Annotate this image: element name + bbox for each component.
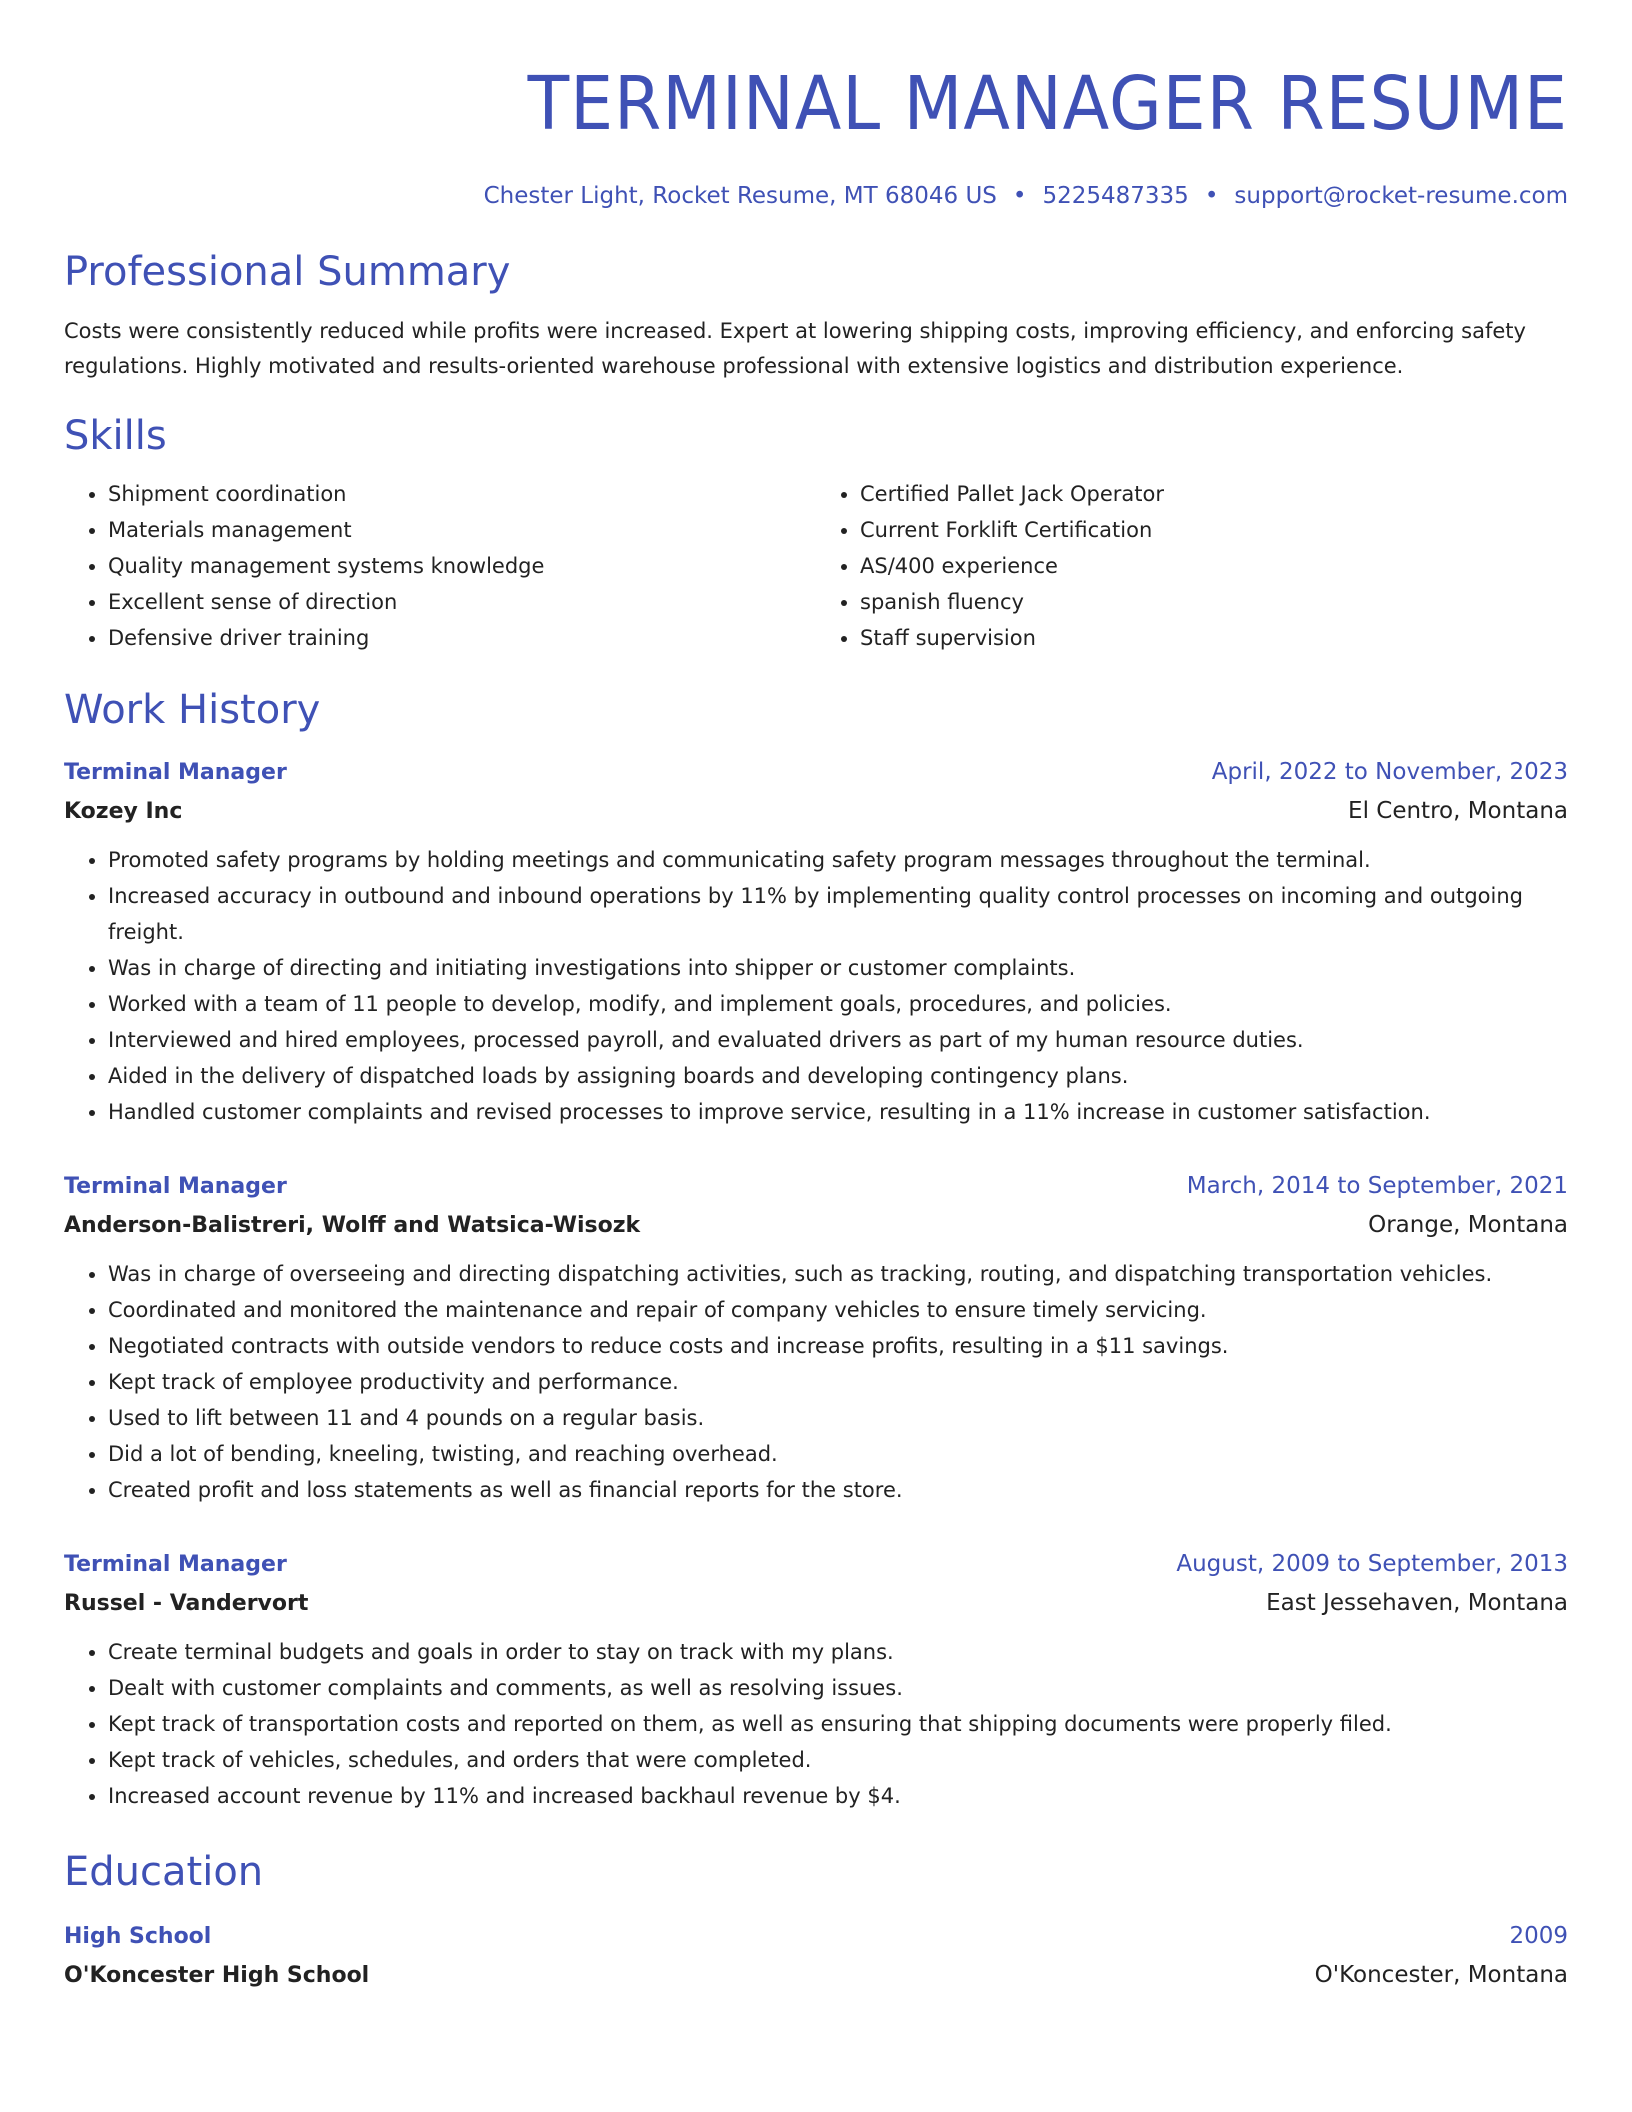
job-title: Terminal Manager [64, 1174, 287, 1199]
job-bullet: • Coordinated and monitored the maintenance and repair of company vehicles to ensure timely servicing. [108, 1292, 1568, 1328]
job-bullet: • Was in charge of directing and initiating investigations into shipper or customer complaints. [108, 950, 1568, 986]
job-header-row [64, 1546, 1568, 1583]
summary-heading: Professional Summary [64, 249, 511, 295]
skills-list-right [816, 476, 1568, 656]
job-entry [64, 1546, 1568, 1814]
contact-email[interactable]: support@rocket-resume.com [1234, 183, 1568, 209]
job-bullet: • Create terminal budgets and goals in order to stay on track with my plans. [108, 1634, 1568, 1670]
education-entry [64, 1918, 1568, 1996]
job-bullets [64, 842, 1568, 1130]
education-school: O'Koncester High School [64, 1963, 370, 1988]
job-bullet: • Increased account revenue by 11% and increased backhaul revenue by $4. [108, 1778, 1568, 1814]
education-section [64, 1846, 1568, 1996]
education-header-row [64, 1918, 1568, 1955]
job-header-row [64, 1168, 1568, 1205]
skills-list-left [64, 476, 816, 656]
education-heading: Education [64, 1849, 264, 1895]
skill-item: • Shipment coordination [108, 476, 816, 512]
job-bullet: • Kept track of transportation costs and reported on them, as well as ensuring that shipping documents were properly filed. [108, 1706, 1568, 1742]
job-bullet: • Negotiated contracts with outside vendors to reduce costs and increase profits, resulting in a $11 savings. [108, 1328, 1568, 1364]
professional-summary-section [64, 246, 1568, 384]
contact-separator: • [1204, 183, 1219, 209]
job-bullet: • Kept track of employee productivity and performance. [108, 1364, 1568, 1400]
job-bullet: • Dealt with customer complaints and comments, as well as resolving issues. [108, 1670, 1568, 1706]
education-degree: High School [64, 1924, 212, 1949]
skill-item: • spanish fluency [860, 584, 1568, 620]
summary-text: Costs were consistently reduced while profits were increased. Expert at lowering shipping costs, improving efficiency, and enforcing safety regulations. Highly motivated and results-oriented warehouse professional with extensive logistics and distribution experience. [64, 319, 1526, 378]
education-year: 2009 [1509, 1923, 1568, 1949]
job-bullet: • Kept track of vehicles, schedules, and orders that were completed. [108, 1742, 1568, 1778]
job-company-row [64, 1583, 1568, 1624]
skill-item: • Materials management [108, 512, 816, 548]
job-company: Russel - Vandervort [64, 1591, 309, 1616]
job-dates: April, 2022 to November, 2023 [1211, 759, 1568, 785]
skill-item: • Staff supervision [860, 620, 1568, 656]
job-bullet: • Increased accuracy in outbound and inbound operations by 11% by implementing quality control processes on incoming and outgoing freight. [108, 878, 1568, 950]
job-bullet: • Handled customer complaints and revised processes to improve service, resulting in a 11% increase in customer satisfaction. [108, 1094, 1568, 1130]
skills-heading: Skills [64, 413, 167, 459]
job-location: Orange, Montana [1368, 1212, 1568, 1238]
job-bullets [64, 1256, 1568, 1508]
job-bullet: • Promoted safety programs by holding meetings and communicating safety program messages throughout the terminal. [108, 842, 1568, 878]
job-bullet: • Aided in the delivery of dispatched loads by assigning boards and developing contingency plans. [108, 1058, 1568, 1094]
job-bullet: • Did a lot of bending, kneeling, twisting, and reaching overhead. [108, 1436, 1568, 1472]
job-entry [64, 754, 1568, 1130]
skill-item: • Quality management systems knowledge [108, 548, 816, 584]
job-company: Kozey Inc [64, 799, 183, 824]
job-title: Terminal Manager [64, 1552, 287, 1577]
resume-title: TERMINAL MANAGER RESUME [527, 61, 1568, 147]
skill-item: • Current Forklift Certification [860, 512, 1568, 548]
job-company-row [64, 791, 1568, 832]
job-bullet: • Created profit and loss statements as well as financial reports for the store. [108, 1472, 1568, 1508]
job-dates: March, 2014 to September, 2021 [1186, 1173, 1568, 1199]
job-location: East Jessehaven, Montana [1266, 1590, 1568, 1616]
job-location: El Centro, Montana [1348, 798, 1568, 824]
contact-phone: 5225487335 [1042, 183, 1189, 209]
contact-separator: • [1012, 183, 1027, 209]
education-school-row [64, 1955, 1568, 1996]
job-bullet: • Worked with a team of 11 people to develop, modify, and implement goals, procedures, and policies. [108, 986, 1568, 1022]
job-company: Anderson-Balistreri, Wolff and Watsica-Wisozk [64, 1213, 641, 1238]
job-dates: August, 2009 to September, 2013 [1176, 1551, 1568, 1577]
skill-item: • Excellent sense of direction [108, 584, 816, 620]
contact-address: Chester Light, Rocket Resume, MT 68046 US [483, 183, 997, 209]
job-bullet: • Was in charge of overseeing and directing dispatching activities, such as tracking, routing, and dispatching transportation vehicles. [108, 1256, 1568, 1292]
education-location: O'Koncester, Montana [1314, 1962, 1568, 1988]
job-title: Terminal Manager [64, 760, 287, 785]
contact-line [64, 180, 1568, 212]
job-company-row [64, 1205, 1568, 1246]
work-history-heading: Work History [64, 687, 321, 733]
work-history-section [64, 684, 1568, 1814]
skill-item: • Defensive driver training [108, 620, 816, 656]
skills-section [64, 410, 1568, 656]
skill-item: • AS/400 experience [860, 548, 1568, 584]
job-bullet: • Interviewed and hired employees, processed payroll, and evaluated drivers as part of my human resource duties. [108, 1022, 1568, 1058]
job-header-row [64, 754, 1568, 791]
job-bullet: • Used to lift between 11 and 4 pounds on a regular basis. [108, 1400, 1568, 1436]
job-entry [64, 1168, 1568, 1508]
job-bullets [64, 1634, 1568, 1814]
skill-item: • Certified Pallet Jack Operator [860, 476, 1568, 512]
skills-columns [64, 476, 1568, 656]
